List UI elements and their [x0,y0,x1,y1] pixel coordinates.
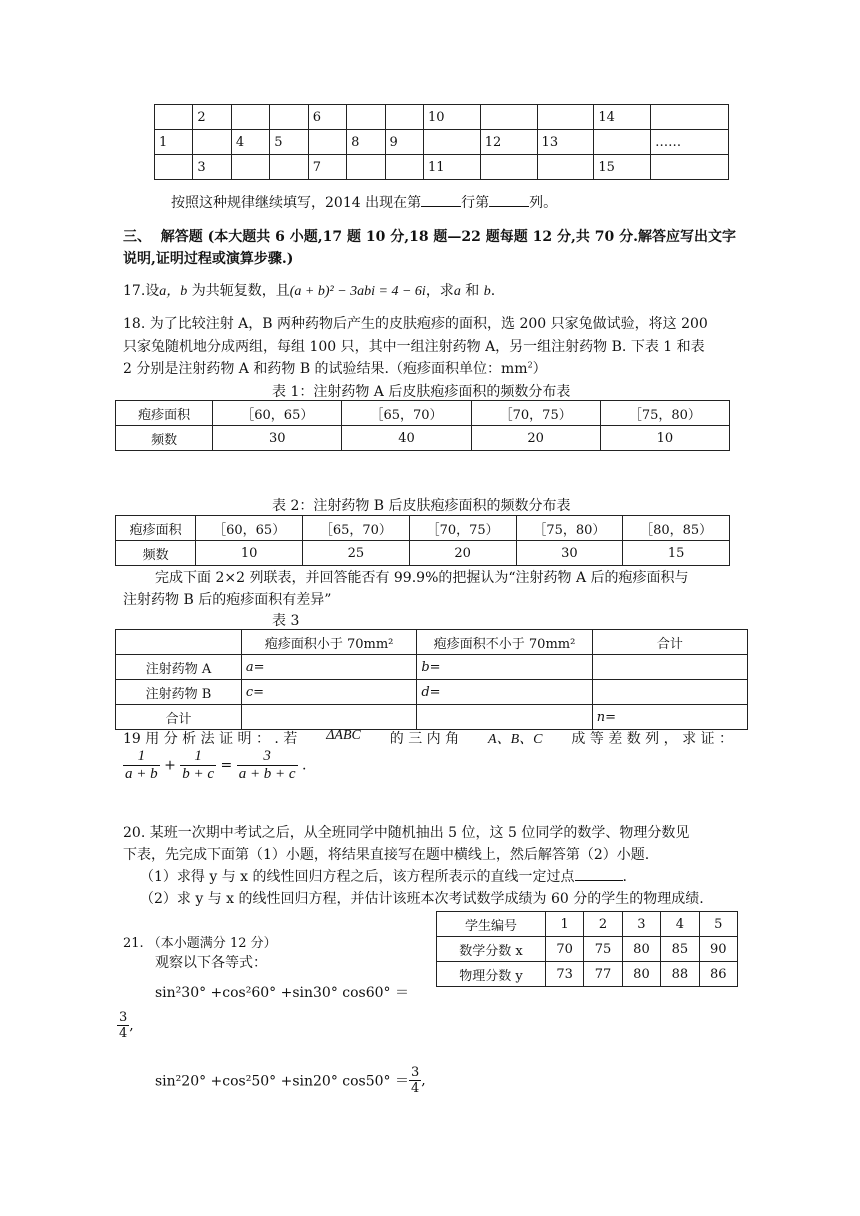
plus-sign: + [164,757,176,774]
q17-end: . [490,283,496,299]
table-cell: 80 [622,962,660,987]
table-cell: d= [417,680,592,705]
table-cell: ［80，85） [623,516,730,541]
q17-a: a [453,284,461,299]
table-cell: 注射药物 A [116,655,242,680]
numerator: 1 [180,748,216,766]
fill-mid: 行第 [461,195,490,211]
table-cell: 7 [308,155,346,180]
table-cell: 6 [308,105,346,130]
table-cell: 2 [193,105,231,130]
q18-line-2: 只家兔随机地分成两组，每组 100 只，其中一组注射药物 A，另一组注射药物 B. 下表 1 和表 [123,339,705,355]
table-cell [116,630,242,655]
table-cell: 4 [661,912,699,937]
fill-post: 列。 [529,195,558,211]
table-cell: …… [651,130,729,155]
table-cell: ［70，75） [471,401,600,426]
table-cell: 75 [584,937,622,962]
table-cell [537,155,594,180]
fill-pre: 按照这种规律继续填写，2014 出现在第 [171,195,422,211]
table-row [116,541,730,566]
fraction [117,1010,129,1041]
section-title: 解答题 [160,229,203,245]
table-cell [417,705,592,730]
table-cell [231,155,269,180]
table-cell: 8 [347,130,385,155]
table-cell: 5 [270,130,308,155]
table-cell: ［60，65） [213,401,342,426]
table-cell [270,155,308,180]
table-cell [651,105,729,130]
table-cell [592,655,747,680]
table3-caption: 表 3 [272,613,300,629]
table-cell [155,105,193,130]
table1-caption: 表 1：注射药物 A 后皮肤疱疹面积的频数分布表 [272,384,571,400]
q19-angles: A、B、C [488,732,543,747]
answer-blank [489,206,529,207]
section-heading [123,226,736,246]
table-cell: 学生编号 [437,912,546,937]
table-cell: 15 [594,155,651,180]
q18-task-2: 注射药物 B 后的疱疹面积有差异” [123,592,332,608]
q20-line-4: （2）求 y 与 x 的线性回归方程，并估计该班本次考试数学成绩为 60 分的学生的物理成绩. [140,891,704,907]
q20-line-3 [140,866,627,886]
table-cell: 物理分数 y [437,962,546,987]
table-1 [115,400,730,451]
table-cell: 10 [423,105,480,130]
table-cell [651,155,729,180]
table-cell [480,105,537,130]
table-cell: a= [241,655,416,680]
table-cell [231,105,269,130]
table2-caption: 表 2：注射药物 B 后皮肤疱疹面积的频数分布表 [272,498,571,514]
q20-line-3-end: . [622,869,627,885]
table-cell [537,105,594,130]
denominator: a + b [125,766,158,782]
section-desc-2: 说明,证明过程或演算步骤.) [123,251,294,267]
comma: , [129,1017,134,1034]
table-row [116,630,748,655]
table-cell: 频数 [116,426,213,451]
table-cell: 12 [480,130,537,155]
table-cell: 85 [661,937,699,962]
q18-task-1: 完成下面 2×2 列联表，并回答能否有 99.9%的把握认为“注射药物 A 后的疱疹面积与 [155,570,689,586]
table-cell: 3 [622,912,660,937]
q17-equation: (a + b)² − 3abi = 4 − 6i [289,284,426,299]
denominator: 4 [119,1026,128,1041]
question-17 [123,280,495,300]
fraction [180,748,216,783]
q17-mid: 为共轭复数，且 [187,283,290,299]
table-cell: 20 [409,541,516,566]
table-cell [385,105,423,130]
table-cell [347,105,385,130]
q17-post: ，求 [425,283,454,299]
table-row [437,912,738,937]
table-cell [270,105,308,130]
table-row [155,130,729,155]
table-row [116,705,748,730]
q18-line-3-sup: 2 [527,360,533,370]
q21-eq2 [155,1065,426,1096]
table-cell: 注射药物 B [116,680,242,705]
q21-eq2-text: sin²20° +cos²50° +sin20° cos50° ＝ [155,1073,410,1090]
table-cell: 1 [155,130,193,155]
table-cell [308,130,346,155]
table-cell: 80 [622,937,660,962]
question-19 [123,728,733,748]
table-cell: ［75，80） [516,516,623,541]
q19-equation [123,748,307,783]
numerator: 3 [411,1065,420,1080]
table-cell: n= [592,705,747,730]
table-cell: 90 [699,937,737,962]
section-desc: (本大题共 6 小题,17 题 10 分,18 题—22 题每题 12 分,共 70 分.解答应写出文字 [207,229,736,245]
table-cell: 合计 [592,630,747,655]
table-cell [594,130,651,155]
q18-line-3-end: ） [532,361,547,377]
q19-triangle: ΔABC [326,728,361,743]
table-cell: 9 [385,130,423,155]
q20-line-1: 20. 某班一次期中考试之后，从全班同学中随机抽出 5 位，这 5 位同学的数学、物理分数见 [123,825,690,841]
answer-blank [575,880,623,881]
denominator: 4 [411,1081,420,1096]
fill-instruction [171,192,557,212]
table-cell [193,130,231,155]
table-cell [347,155,385,180]
table-row [155,155,729,180]
answer-blank [421,206,461,207]
q19-post: 成 等 差 数 列 ， 求 证 ： [571,731,733,747]
table-cell: 疱疹面积小于 70mm² [241,630,416,655]
q21-title: 21. （本小题满分 12 分） [123,936,277,951]
table-cell [480,155,537,180]
table-cell [155,155,193,180]
table-row [116,426,730,451]
numerator: 3 [119,1010,128,1025]
table-cell: 86 [699,962,737,987]
table-cell: ［75，80） [600,401,729,426]
q19-mid: 的 三 内 角 [389,731,460,747]
table-cell: 5 [699,912,737,937]
table-cell: 13 [537,130,594,155]
table-cell: 2 [584,912,622,937]
fraction [237,748,298,783]
table-cell [385,155,423,180]
section-number: 三、 [123,229,151,245]
table-cell: 3 [193,155,231,180]
table-cell: 11 [423,155,480,180]
table-cell: 疱疹面积 [116,401,213,426]
table-cell: 40 [342,426,471,451]
table-cell: 15 [623,541,730,566]
table-cell: 疱疹面积 [116,516,196,541]
table-cell: 70 [545,937,583,962]
table-row [116,655,748,680]
table-cell: 频数 [116,541,196,566]
table-cell [423,130,480,155]
table-cell: 88 [661,962,699,987]
table-cell: 30 [213,426,342,451]
table-cell: 77 [584,962,622,987]
table-cell: ［60，65） [196,516,303,541]
table-3 [115,629,748,730]
table-cell: c= [241,680,416,705]
q20-line-3-text: （1）求得 y 与 x 的线性回归方程之后，该方程所表示的直线一定过点 [140,869,575,885]
q18-line-3-text: 2 分别是注射药物 A 和药物 B 的试验结果.（疱疹面积单位：mm [123,361,528,377]
q17-b: b [483,284,491,299]
fraction [123,748,160,783]
q17-pre: 17.设 [123,283,160,299]
table-cell: ［65，70） [303,516,410,541]
table-cell: 数学分数 x [437,937,546,962]
table-cell: 合计 [116,705,242,730]
table-cell: ［65，70） [342,401,471,426]
table-cell: 1 [545,912,583,937]
q21-intro: 观察以下各等式： [155,955,267,971]
table-row [155,105,729,130]
fraction [409,1065,421,1096]
table-cell: b= [417,655,592,680]
table-row [116,516,730,541]
table-cell: 25 [303,541,410,566]
table-cell: 73 [545,962,583,987]
q17-and: 和 [460,283,484,299]
comma: , [421,1072,426,1089]
q18-line-1: 18. 为了比较注射 A，B 两种药物后产生的皮肤疱疹的面积，选 200 只家兔做试验，将这 200 [123,316,708,332]
table-cell: 4 [231,130,269,155]
q20-line-2: 下表，先完成下面第（1）小题，将结果直接写在题中横线上，然后解答第（2）小题. [123,847,650,863]
numerator: 1 [123,748,160,766]
table-cell [241,705,416,730]
q18-line-3 [123,358,547,378]
q21-eq1: sin²30° +cos²60° +sin30° cos60° ＝ [155,985,410,1001]
table-cell: 20 [471,426,600,451]
table-row [116,680,748,705]
period: . [302,757,307,774]
table-row [116,401,730,426]
q17-vars: a，b [159,284,188,299]
score-table [436,911,738,987]
table-cell: 30 [516,541,623,566]
table-cell: 10 [600,426,729,451]
numerator: 3 [237,748,298,766]
q21-eq1-fraction [117,1010,134,1041]
sequence-table [154,104,729,180]
table-row [437,962,738,987]
table-cell: 疱疹面积不小于 70mm² [417,630,592,655]
equals-sign: = [220,757,233,774]
q19-pre: 19 用 分 析 法 证 明 ： . 若 [123,731,298,747]
table-cell: ［70，75） [409,516,516,541]
denominator: b + c [182,766,215,782]
table-2 [115,515,730,566]
table-cell: 14 [594,105,651,130]
denominator: a + b + c [238,766,296,782]
table-row [437,937,738,962]
table-cell: 10 [196,541,303,566]
table-cell [592,680,747,705]
